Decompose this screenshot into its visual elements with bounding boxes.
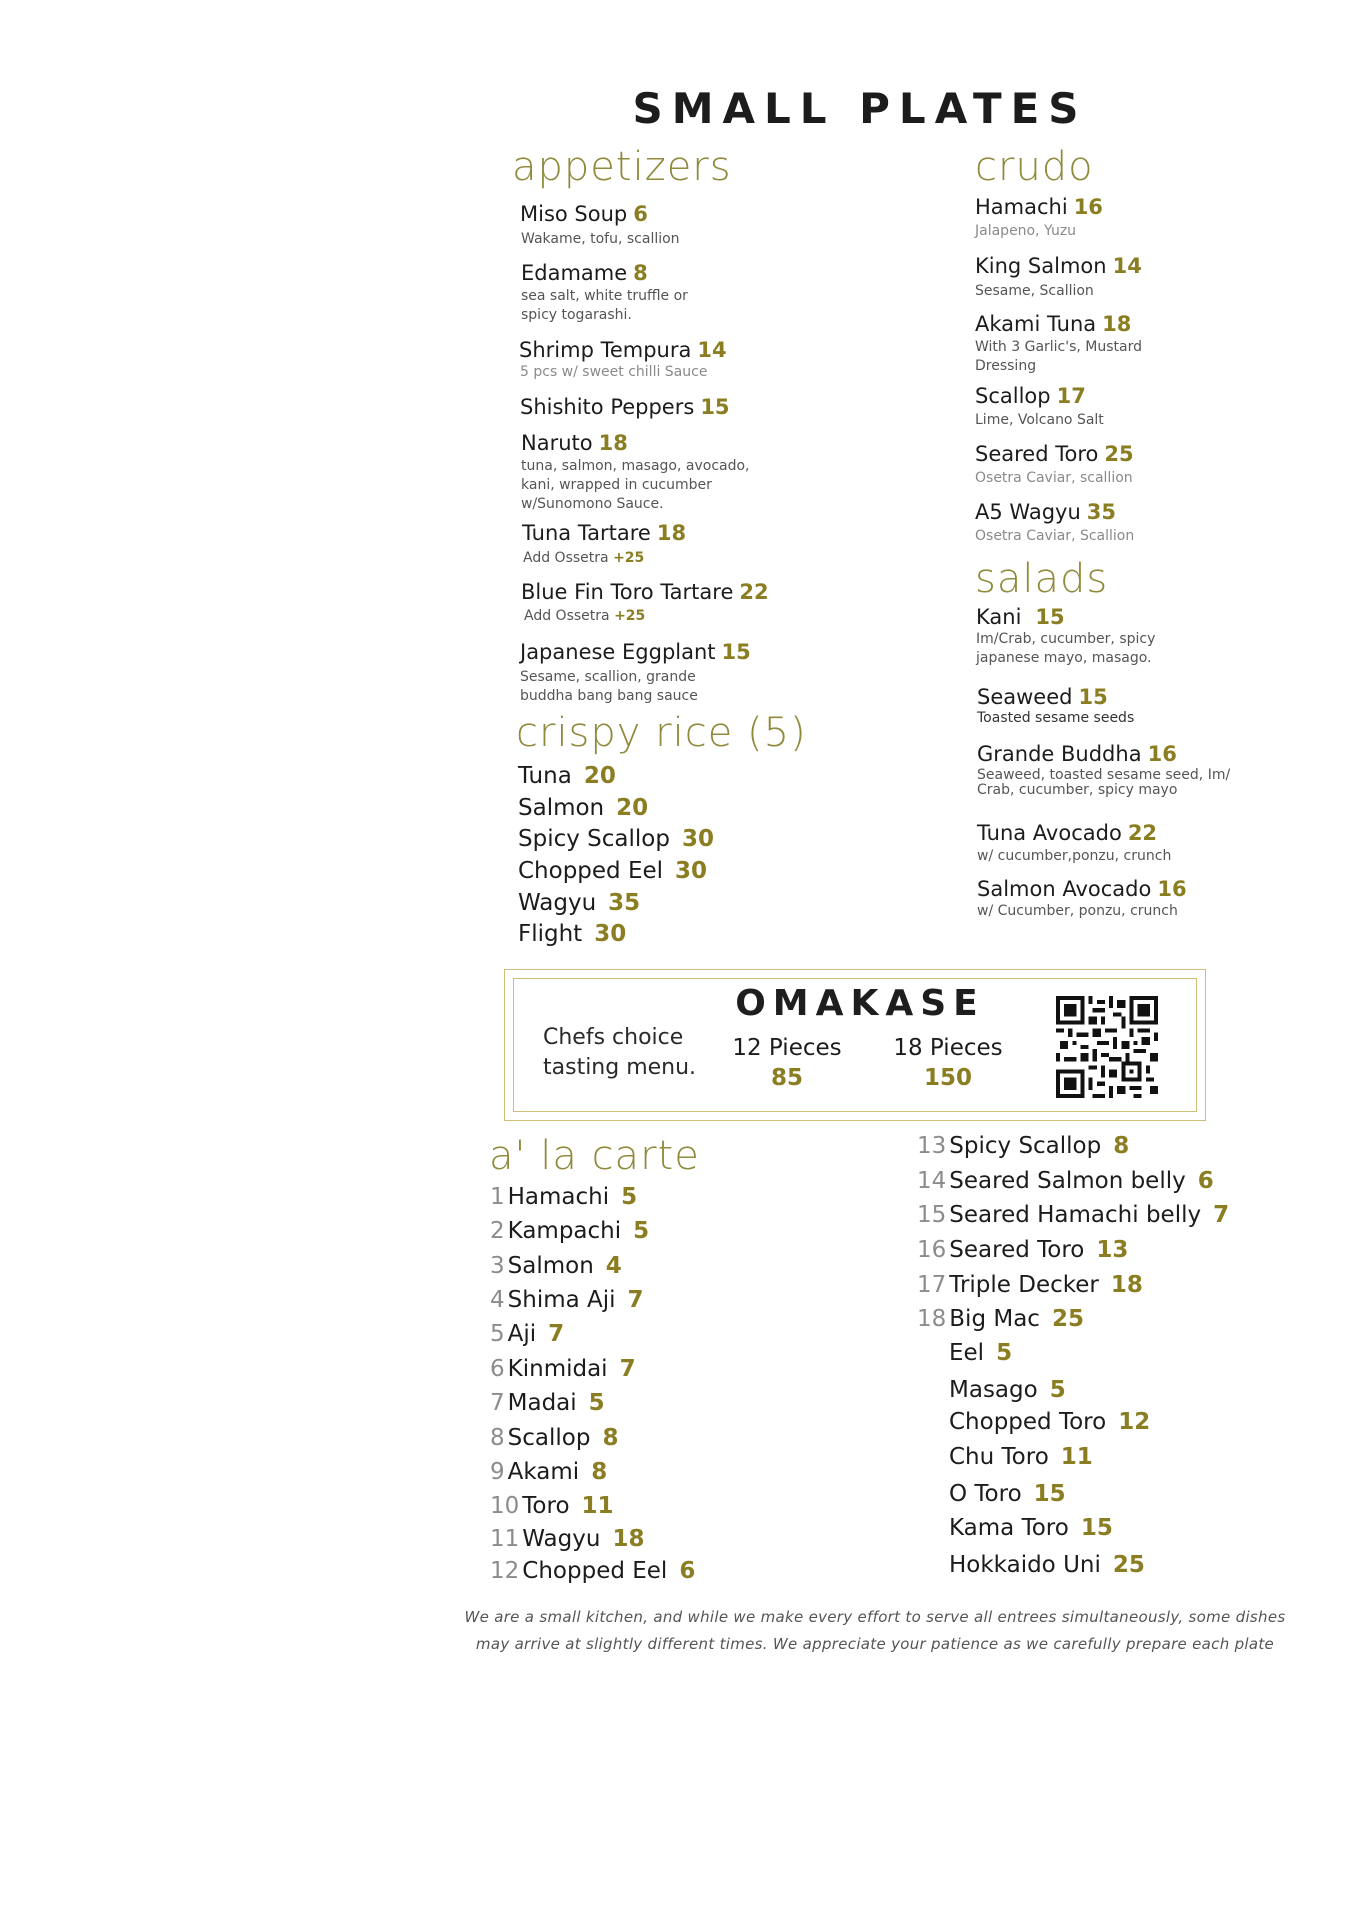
menu-item: Grande Buddha 16 bbox=[977, 742, 1177, 766]
menu-item: 5 Aji 7 bbox=[490, 1321, 565, 1347]
page-title: SMALL PLATES bbox=[632, 84, 1088, 133]
item-description: 5 pcs w/ sweet chilli Sauce bbox=[520, 364, 708, 380]
item-description: Sesame, scallion, grande buddha bang bang sauce bbox=[520, 669, 698, 704]
menu-item: 15 Seared Hamachi belly 7 bbox=[917, 1202, 1230, 1228]
item-description: Seaweed, toasted sesame seed, Im/ Crab, cucumber, spicy mayo bbox=[977, 767, 1231, 798]
menu-item: 10 Toro 11 bbox=[490, 1493, 614, 1519]
menu-item: 1 Hamachi 5 bbox=[490, 1184, 638, 1210]
menu-item: Naruto 18 bbox=[521, 431, 628, 455]
a-la-carte-heading: a' la carte bbox=[489, 1133, 700, 1179]
menu-item: Seared Toro 25 bbox=[975, 442, 1134, 466]
menu-item: Shishito Peppers 15 bbox=[520, 395, 730, 419]
menu-item: 16 Seared Toro 13 bbox=[917, 1237, 1129, 1263]
item-description: Osetra Caviar, Scallion bbox=[975, 528, 1135, 544]
menu-item: Japanese Eggplant 15 bbox=[520, 640, 751, 664]
menu-item: 11 Wagyu 18 bbox=[490, 1526, 645, 1552]
omakase-description: Chefs choice tasting menu. bbox=[543, 1025, 697, 1080]
menu-item: Tuna Tartare 18 bbox=[522, 521, 687, 545]
appetizers-heading: appetizers bbox=[512, 144, 732, 190]
item-description: Sesame, Scallion bbox=[975, 283, 1094, 299]
menu-item: King Salmon 14 bbox=[975, 254, 1142, 278]
menu-item: 4 Shima Aji 7 bbox=[490, 1287, 644, 1313]
menu-item: Seaweed 15 bbox=[977, 685, 1108, 709]
item-description: sea salt, white truffle or spicy togarashi. bbox=[521, 288, 688, 323]
omakase-title: OMAKASE bbox=[735, 983, 985, 1024]
item-description: tuna, salmon, masago, avocado, kani, wrapped in cucumber w/Sunomono Sauce. bbox=[521, 458, 750, 512]
omakase-option: 12 Pieces 85 bbox=[732, 1035, 842, 1091]
menu-item: 8 Scallop 8 bbox=[490, 1425, 619, 1451]
menu-item: 6 Kinmidai 7 bbox=[490, 1356, 636, 1382]
item-description: w/ cucumber,ponzu, crunch bbox=[977, 848, 1172, 864]
menu-item: Kama Toro 15 bbox=[949, 1515, 1113, 1541]
menu-item: 3 Salmon 4 bbox=[490, 1253, 622, 1279]
menu-item: Edamame 8 bbox=[521, 261, 648, 285]
item-description: Add Ossetra +25 bbox=[524, 608, 646, 624]
menu-item: 12 Chopped Eel 6 bbox=[490, 1558, 696, 1584]
item-description: Im/Crab, cucumber, spicy japanese mayo, masago. bbox=[976, 631, 1156, 666]
menu-item: Salmon Avocado 16 bbox=[977, 877, 1187, 901]
item-description: Add Ossetra +25 bbox=[523, 550, 645, 566]
item-description: Jalapeno, Yuzu bbox=[975, 223, 1077, 239]
menu-item: Hokkaido Uni 25 bbox=[949, 1552, 1145, 1578]
menu-item: Chopped Toro 12 bbox=[949, 1409, 1151, 1435]
crispy-rice-heading: crispy rice (5) bbox=[516, 710, 807, 756]
menu-item: Masago 5 bbox=[949, 1377, 1066, 1403]
menu-item: Flight 30 bbox=[518, 921, 627, 947]
menu-item: 18 Big Mac 25 bbox=[917, 1306, 1084, 1332]
qr-code-icon[interactable] bbox=[1056, 996, 1158, 1098]
item-description: Wakame, tofu, scallion bbox=[521, 231, 680, 247]
menu-item: 7 Madai 5 bbox=[490, 1390, 605, 1416]
salads-heading: salads bbox=[975, 556, 1109, 602]
item-description: w/ Cucumber, ponzu, crunch bbox=[977, 903, 1178, 919]
menu-item: Hamachi 16 bbox=[975, 195, 1103, 219]
menu-item: O Toro 15 bbox=[949, 1481, 1066, 1507]
menu-item: 9 Akami 8 bbox=[490, 1459, 608, 1485]
menu-item: 14 Seared Salmon belly 6 bbox=[917, 1168, 1214, 1194]
menu-item: Akami Tuna 18 bbox=[975, 312, 1132, 336]
menu-item: Wagyu 35 bbox=[518, 890, 641, 916]
menu-item: A5 Wagyu 35 bbox=[975, 500, 1116, 524]
item-description: Toasted sesame seeds bbox=[977, 710, 1135, 726]
menu-item: Miso Soup 6 bbox=[520, 202, 648, 226]
menu-item: Kani 15 bbox=[976, 605, 1065, 629]
menu-item: 17 Triple Decker 18 bbox=[917, 1272, 1143, 1298]
menu-item: 13 Spicy Scallop 8 bbox=[917, 1133, 1130, 1159]
menu-item: Blue Fin Toro Tartare 22 bbox=[521, 580, 769, 604]
menu-item: Scallop 17 bbox=[975, 384, 1086, 408]
menu-item: Tuna 20 bbox=[518, 763, 616, 789]
omakase-option: 18 Pieces 150 bbox=[893, 1035, 1003, 1091]
footer-note: We are a small kitchen, and while we make every effort to serve all entrees simultaneously, some dishes may arrive at slightly different times. We appreciate your patience as we carefully prepare each plate bbox=[464, 1608, 1286, 1653]
menu-item: Chopped Eel 30 bbox=[518, 858, 708, 884]
item-description: Lime, Volcano Salt bbox=[975, 412, 1104, 428]
item-description: With 3 Garlic's, Mustard Dressing bbox=[975, 339, 1143, 374]
menu-item: Eel 5 bbox=[949, 1340, 1013, 1366]
menu-item: Tuna Avocado 22 bbox=[977, 821, 1158, 845]
menu-item: 2 Kampachi 5 bbox=[490, 1218, 650, 1244]
crudo-heading: crudo bbox=[975, 144, 1094, 190]
menu-item: Spicy Scallop 30 bbox=[518, 826, 714, 852]
menu-item: Salmon 20 bbox=[518, 795, 649, 821]
item-description: Osetra Caviar, scallion bbox=[975, 470, 1133, 486]
menu-item: Chu Toro 11 bbox=[949, 1444, 1093, 1470]
menu-item: Shrimp Tempura 14 bbox=[519, 338, 727, 362]
